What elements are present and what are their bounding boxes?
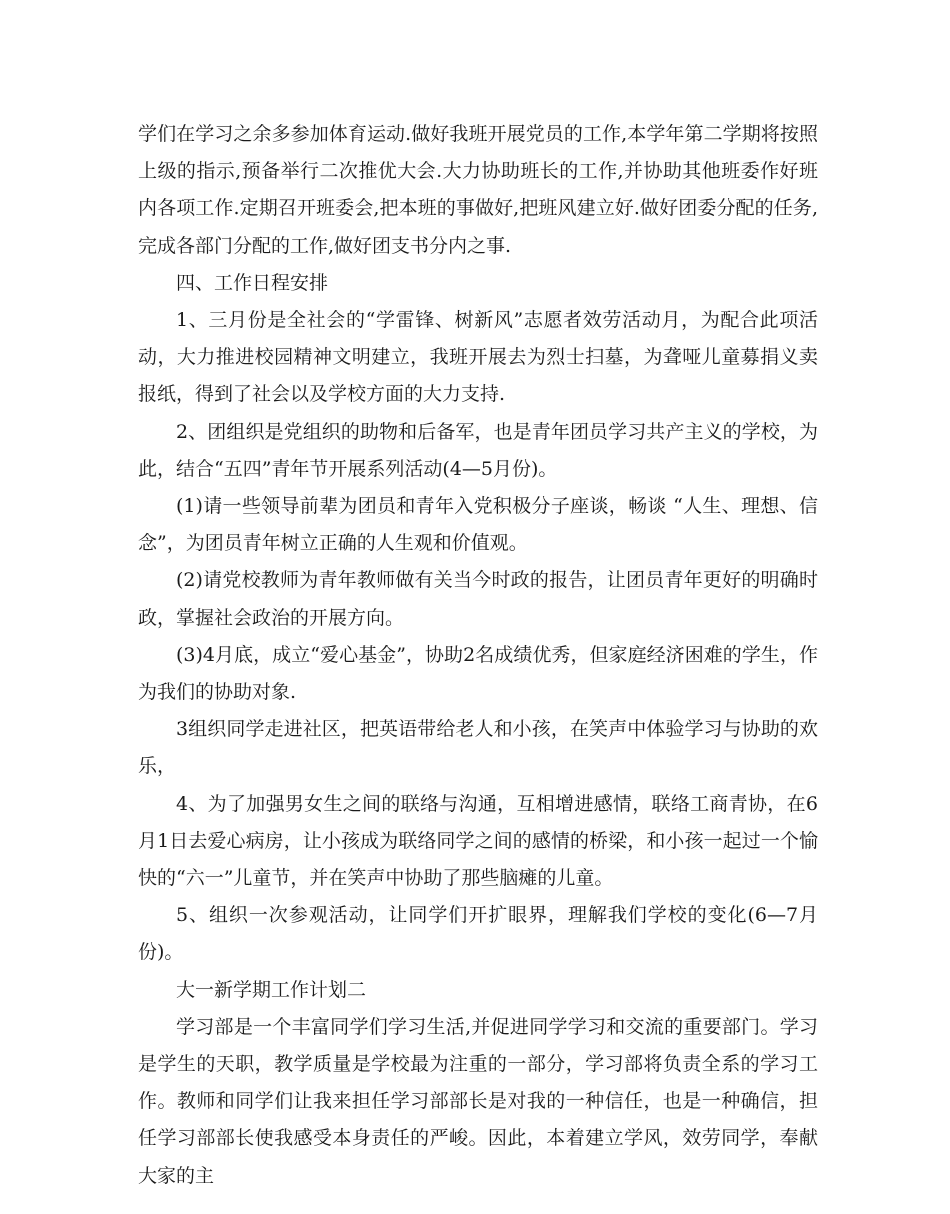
paragraph-intro: 学们在学习之余多参加体育运动.做好我班开展党员的工作,本学年第二学期将按照上级的指示,预备举行二次推优大会.大力协助班长的工作,并协助其他班委作好班内各项工作.定期召开班委会,把本班的事做好,把班风建立好.做好团委分配的任务,完成各部门分配的工作,做好团支书分内之事. xyxy=(138,123,818,257)
paragraph-subitem-2: (2)请党校教师为青年教师做有关当今时政的报告，让团员青年更好的明确时政，掌握社会政治的开展方向。 xyxy=(138,569,818,629)
paragraph-item-3: 3组织同学走进社区，把英语带给老人和小孩，在笑声中体验学习与协助的欢乐， xyxy=(138,718,818,778)
paragraph-subitem-3: (3)4月底，成立“爱心基金”，协助2名成绩优秀，但家庭经济困难的学生，作为我们的协助对象. xyxy=(138,643,818,704)
section-heading-schedule: 四、工作日程安排 xyxy=(176,271,329,294)
paragraph-study-dept: 学习部是一个丰富同学们学习生活,并促进同学学习和交流的重要部门。学习是学生的天职，教学质量是学校最为注重的一部分，学习部将负责全系的学习工作。教师和同学们让我来担任学习部部长是对我的一种信任，也是一种确信，担任学习部部长使我感受本身责任的严峻。因此，本着建立学风，效劳同学，奉献大家的主 xyxy=(138,1015,818,1187)
section-heading-plan-two: 大一新学期工作计划二 xyxy=(176,978,367,1001)
paragraph-item-4: 4、为了加强男女生之间的联络与沟通，互相增进感情，联络工商青协，在6月1日去爱心病房，让小孩成为联络同学之间的感情的桥梁，和小孩一起过一个愉快的“六一”儿童节，并在笑声中协助了那些脑瘫的儿童。 xyxy=(138,792,818,890)
document-body xyxy=(138,116,818,1195)
paragraph-subitem-1: (1)请一些领导前辈为团员和青年入党积极分子座谈，畅谈 “人生、理想、信念”，为团员青年树立正确的人生观和价值观。 xyxy=(138,495,818,555)
paragraph-item-1: 1、三月份是全社会的“学雷锋、树新风”志愿者效劳活动月，为配合此项活动，大力推进校园精神文明建立，我班开展去为烈士扫墓，为聋哑儿童募捐义卖报纸，得到了社会以及学校方面的大力支持. xyxy=(138,309,818,406)
paragraph-item-2: 2、团组织是党组织的助物和后备军，也是青年团员学习共产主义的学校，为此，结合“五四”青年节开展系列活动(4—5月份)。 xyxy=(138,420,818,480)
paragraph-item-5: 5、组织一次参观活动，让同学们开扩眼界，理解我们学校的变化(6—7月份)。 xyxy=(138,904,818,964)
